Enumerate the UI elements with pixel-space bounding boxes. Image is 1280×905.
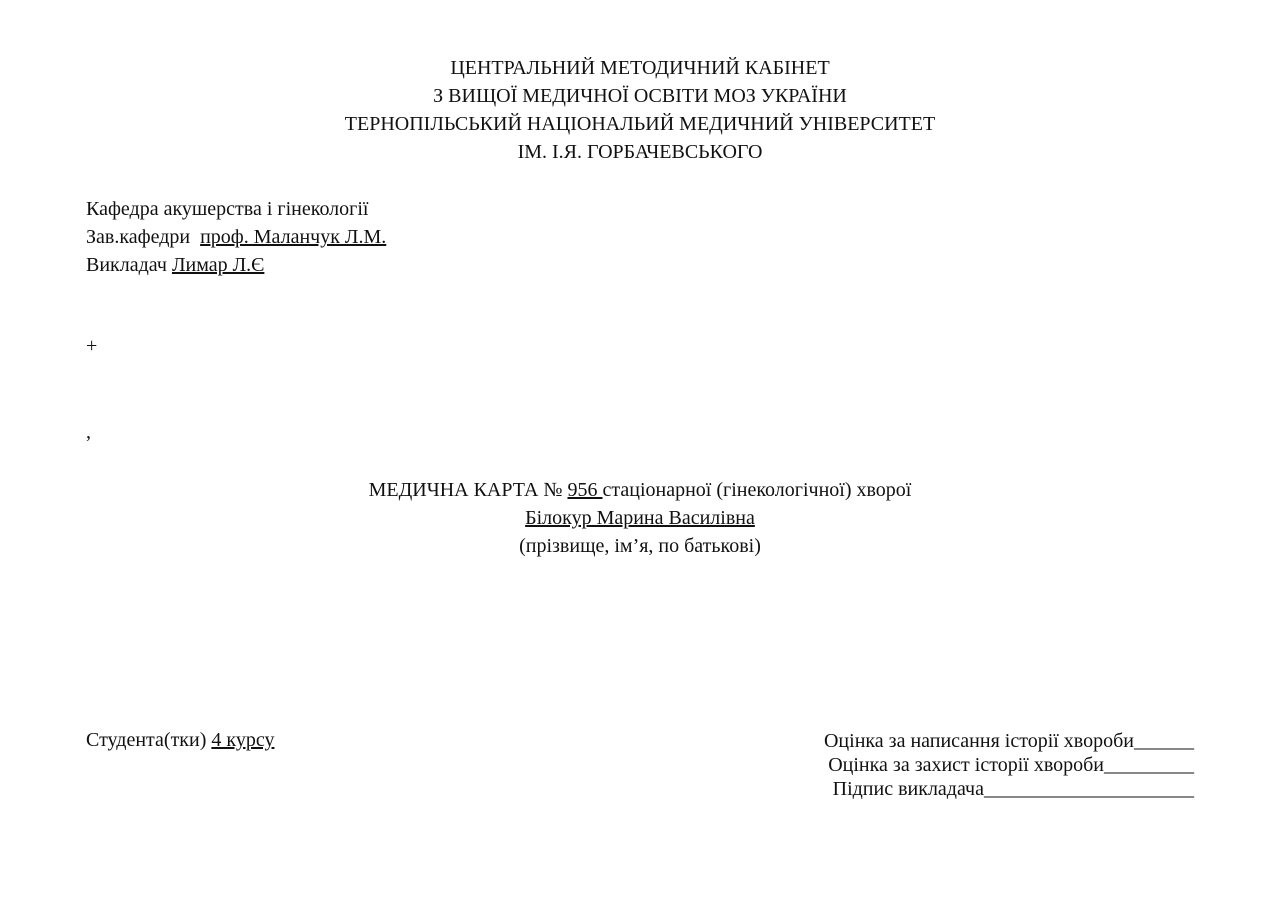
plus-mark: + [86,335,98,357]
card-title-suffix: стаціонарної (гінекологічної) хворої [602,479,912,501]
header-line-4: ІМ. І.Я. ГОРБАЧЕВСЬКОГО [517,141,763,163]
comma-mark: , [86,421,91,443]
patient-name: Білокур Марина Василівна [525,507,755,529]
teacher-label: Викладач [86,254,167,276]
patient-caption: (прізвище, ім’я, по батькові) [519,535,761,557]
medical-card-title [0,476,1280,504]
header-line-2: З ВИЩОЇ МЕДИЧНОЇ ОСВІТИ МОЗ УКРАЇНИ [433,85,847,107]
department-head-line [86,223,386,251]
department-block [86,195,386,279]
department-name: Кафедра акушерства і гінекології [86,198,369,220]
grade-defense-line: Оцінка за захист історії хвороби_________ [828,754,1194,776]
patient-name-line [0,504,1280,532]
grade-writing-line: Оцінка за написання історії хвороби______ [823,730,1194,752]
student-label: Студента(тки) [86,729,207,751]
header-line-3: ТЕРНОПІЛЬСЬКИЙ НАЦІОНАЛЬИЙ МЕДИЧНИЙ УНІВЕРСИТЕТ [344,113,936,135]
grades-block [824,729,1194,801]
medical-card-title-block [0,476,1280,560]
institution-header [0,54,1280,166]
student-course: 4 курсу [211,729,275,751]
teacher-name: Лимар Л.Є [171,254,265,276]
department-head-label: Зав.кафедри [86,226,191,248]
teacher-line [86,251,386,279]
card-number: 956 [567,479,603,501]
teacher-signature-line: Підпис викладача_____________________ [832,778,1194,800]
card-title-prefix: МЕДИЧНА КАРТА № [368,479,563,501]
department-head-name: проф. Маланчук Л.М. [200,226,387,248]
student-line [86,729,274,752]
header-line-1: ЦЕНТРАЛЬНИЙ МЕТОДИЧНИЙ КАБІНЕТ [450,57,830,79]
